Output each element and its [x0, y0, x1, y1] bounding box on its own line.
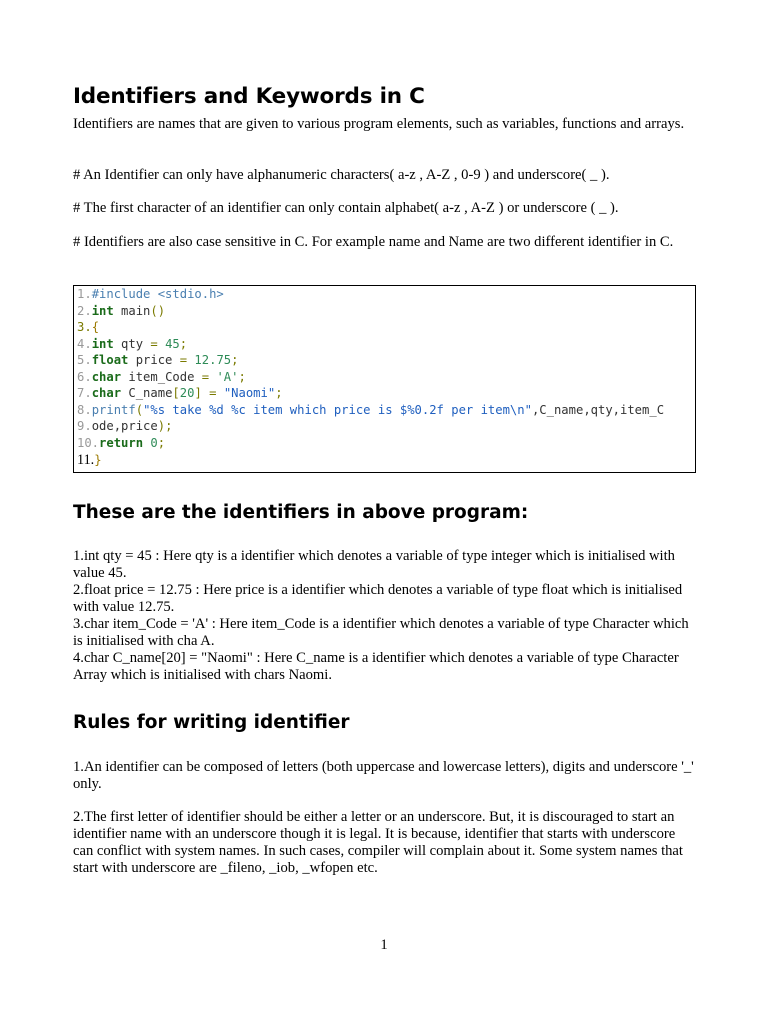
line-number: 2. [77, 303, 92, 318]
code-block [73, 285, 696, 473]
code-line-9 [77, 418, 172, 435]
line-number: 3. [77, 320, 92, 334]
code-token: return [99, 435, 144, 450]
code-token: 'A' [209, 369, 239, 384]
code-token: ; [238, 369, 246, 384]
code-token: main [113, 303, 151, 318]
line-number: 7. [77, 386, 92, 400]
line-number: 9. [77, 419, 92, 433]
code-token: ; [231, 353, 239, 367]
page-number: 1 [380, 937, 388, 953]
code-token: ; [275, 386, 283, 400]
code-line-5 [77, 352, 238, 369]
page-title: Identifiers and Keywords in C [73, 84, 425, 109]
line-number: 6. [77, 369, 92, 384]
code-token: ( [135, 402, 144, 417]
code-token: "%s take %d %c item which price is $%0.2f per item\n" [143, 402, 532, 417]
code-line-7 [77, 385, 283, 402]
line-number: 8. [77, 402, 92, 417]
code-token: #include <stdio.h> [91, 287, 224, 301]
section-heading-rules: Rules for writing identifier [73, 712, 350, 733]
code-token: char [91, 369, 122, 384]
code-token: 12.75 [187, 353, 232, 367]
point-alphanumeric: # An Identifier can only have alphanumeric characters( a-z , A-Z , 0-9 ) and underscore( _ ). [73, 167, 610, 183]
code-token: ); [157, 419, 173, 433]
code-token: printf [91, 402, 136, 417]
code-line-4 [77, 336, 187, 353]
identifier-item-4: 4.char C_name[20] = "Naomi" : Here C_name is a identifier which denotes a variable of type Character Array which is initialised with chars Naomi. [73, 650, 679, 683]
code-token: ] [194, 386, 202, 400]
line-number: 11. [77, 452, 95, 468]
code-line-8 [77, 402, 664, 419]
code-token: qty [113, 336, 151, 351]
code-token: ode,price [91, 419, 158, 433]
identifier-item-3: 3.char item_Code = 'A' : Here item_Code is a identifier which denotes a variable of type Character which is initialised with cha A. [73, 616, 689, 649]
code-token: = [179, 353, 188, 367]
code-token: ; [157, 435, 166, 450]
code-line-2 [77, 303, 165, 320]
code-token: float [91, 353, 129, 367]
line-number: 5. [77, 353, 92, 367]
code-token: C_name [121, 386, 173, 400]
intro-paragraph: Identifiers are names that are given to various program elements, such as variables, functions and arrays. [73, 116, 685, 132]
code-token: } [94, 453, 102, 467]
code-token: 20 [179, 386, 195, 400]
code-token: 45 [157, 336, 180, 351]
rule-2: 2.The first letter of identifier should be either a letter or an underscore. But, it is discouraged to start an identifier name with an underscore though it is legal. It is because, identifier that starts with underscore can conflict with system names. In such cases, compiler will complain about it. Some system names that start with underscore are _fileno, _iob, _wfopen etc. [73, 809, 683, 876]
code-token: price [128, 353, 180, 367]
line-number: 10. [77, 435, 100, 450]
code-token: { [91, 320, 100, 334]
code-line-3 [77, 319, 99, 336]
code-token: "Naomi" [223, 386, 276, 400]
code-token: ; [179, 336, 188, 351]
identifier-item-1: 1.int qty = 45 : Here qty is a identifier which denotes a variable of type integer which is initialised with value 45. [73, 548, 675, 581]
identifier-item-2: 2.float price = 12.75 : Here price is a identifier which denotes a variable of type float which is initialised with value 12.75. [73, 582, 683, 615]
code-token: = [201, 386, 224, 400]
code-token: 0 [143, 435, 158, 450]
code-token: int [91, 303, 114, 318]
code-token: [ [172, 386, 180, 400]
line-number: 4. [77, 336, 92, 351]
section-heading-identifiers: These are the identifiers in above program: [73, 502, 529, 523]
code-token: char [91, 386, 122, 400]
code-token: = [150, 336, 158, 351]
line-number: 1. [77, 287, 92, 301]
code-token: () [150, 303, 166, 318]
point-first-character: # The first character of an identifier can only contain alphabet( a-z , A-Z ) or underscore ( _ ). [73, 200, 619, 216]
code-line-6 [77, 369, 246, 386]
point-case-sensitive: # Identifiers are also case sensitive in C. For example name and Name are two different identifier in C. [73, 234, 674, 250]
code-token: = [201, 369, 210, 384]
code-token: ,C_name,qty,item_C [531, 402, 665, 417]
code-token: int [91, 336, 114, 351]
code-line-1 [77, 286, 224, 303]
code-line-10 [77, 435, 165, 452]
code-line-11 [77, 452, 102, 469]
rule-1: 1.An identifier can be composed of letters (both uppercase and lowercase letters), digits and underscore '_' only. [73, 759, 694, 792]
code-token: item_Code [121, 369, 202, 384]
